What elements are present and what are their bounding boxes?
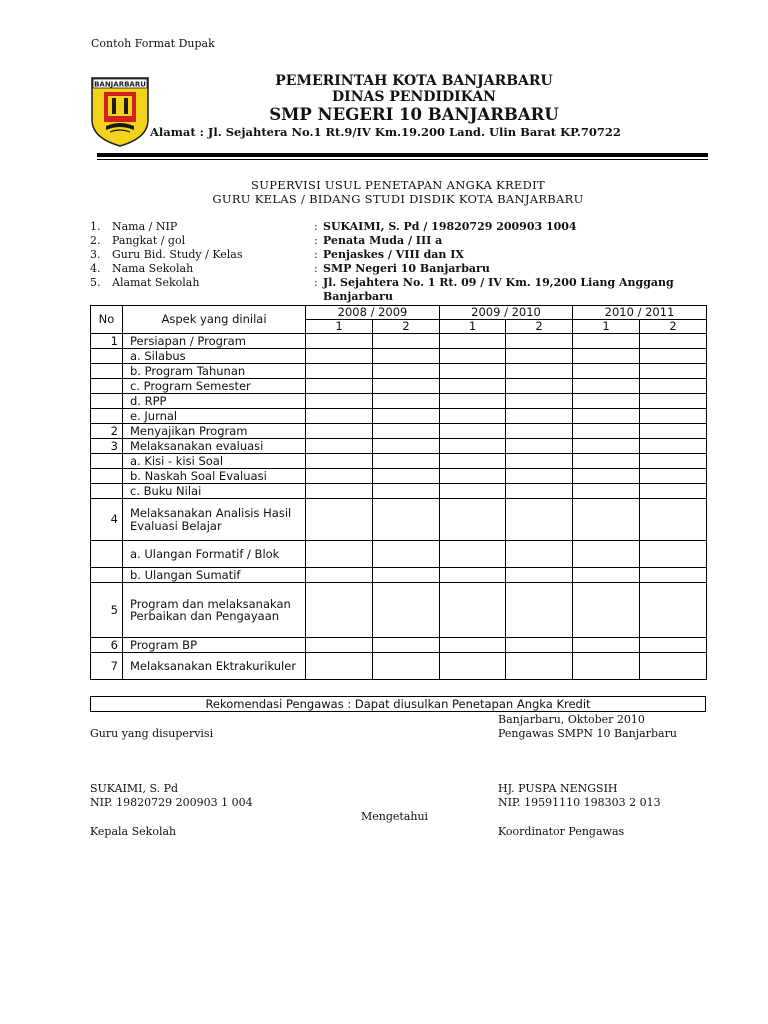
- info-number: 1.: [90, 220, 101, 233]
- document-title: SUPERVISI USUL PENETAPAN ANGKA KREDIT: [251, 178, 545, 192]
- score-cell[interactable]: [640, 638, 707, 653]
- row-number: [91, 364, 123, 379]
- score-cell[interactable]: [373, 424, 440, 439]
- row-number: 6: [91, 638, 123, 653]
- score-cell[interactable]: [306, 583, 373, 638]
- row-aspect: c. Buku Nilai: [123, 484, 306, 499]
- row-number: [91, 568, 123, 583]
- score-cell[interactable]: [573, 364, 640, 379]
- score-cell[interactable]: [573, 379, 640, 394]
- score-cell[interactable]: [306, 424, 373, 439]
- info-value: Penata Muda / III a: [323, 234, 443, 247]
- table-row: [91, 334, 707, 349]
- score-cell[interactable]: [440, 541, 506, 568]
- table-row: [91, 583, 707, 638]
- table-row: [91, 568, 707, 583]
- row-number: [91, 409, 123, 424]
- recommendation-box: Rekomendasi Pengawas : Dapat diusulkan Penetapan Angka Kredit: [90, 696, 706, 712]
- table-row: [91, 439, 707, 454]
- score-cell[interactable]: [306, 541, 373, 568]
- score-cell[interactable]: [640, 379, 707, 394]
- row-number: [91, 454, 123, 469]
- info-number: 4.: [90, 262, 101, 275]
- score-cell[interactable]: [573, 568, 640, 583]
- score-cell[interactable]: [440, 334, 506, 349]
- info-label: Guru Bid. Study / Kelas: [112, 248, 243, 261]
- score-cell[interactable]: [373, 349, 440, 364]
- score-cell[interactable]: [440, 653, 506, 680]
- row-number: 2: [91, 424, 123, 439]
- column-subheader: 2: [373, 320, 440, 334]
- score-cell[interactable]: [506, 334, 573, 349]
- table-row: [91, 499, 707, 541]
- table-row: [91, 469, 707, 484]
- info-colon: :: [314, 234, 318, 247]
- info-number: 3.: [90, 248, 101, 261]
- row-number: [91, 394, 123, 409]
- row-aspect: Melaksanakan Ektrakurikuler: [123, 653, 306, 680]
- score-cell[interactable]: [506, 541, 573, 568]
- info-number: 5.: [90, 276, 101, 289]
- row-aspect: a. Kisi - kisi Soal: [123, 454, 306, 469]
- info-number: 2.: [90, 234, 101, 247]
- score-cell[interactable]: [440, 394, 506, 409]
- table-row: [91, 379, 707, 394]
- header-rule-thick: [97, 153, 708, 157]
- table-row: [91, 541, 707, 568]
- score-cell[interactable]: [573, 439, 640, 454]
- row-aspect: Melaksanakan Analisis Hasil Evaluasi Belajar: [123, 499, 306, 541]
- table-row: [91, 638, 707, 653]
- score-cell[interactable]: [506, 653, 573, 680]
- score-cell[interactable]: [506, 424, 573, 439]
- score-cell[interactable]: [306, 349, 373, 364]
- table-row: [91, 409, 707, 424]
- score-cell[interactable]: [506, 583, 573, 638]
- info-value: SUKAIMI, S. Pd / 19820729 200903 1004: [323, 220, 577, 233]
- score-cell[interactable]: [640, 484, 707, 499]
- header-department: DINAS PENDIDIKAN: [332, 89, 496, 105]
- score-cell[interactable]: [306, 469, 373, 484]
- score-cell[interactable]: [573, 541, 640, 568]
- score-cell[interactable]: [306, 568, 373, 583]
- score-cell[interactable]: [373, 653, 440, 680]
- score-cell[interactable]: [440, 349, 506, 364]
- score-cell[interactable]: [506, 379, 573, 394]
- info-colon: :: [314, 220, 318, 233]
- header-government: PEMERINTAH KOTA BANJARBARU: [275, 73, 553, 89]
- info-label: Nama Sekolah: [112, 262, 194, 275]
- score-cell[interactable]: [573, 334, 640, 349]
- info-label: Nama / NIP: [112, 220, 178, 233]
- score-cell[interactable]: [506, 499, 573, 541]
- column-header-aspek: Aspek yang dinilai: [123, 306, 306, 334]
- row-aspect: b. Program Tahunan: [123, 364, 306, 379]
- column-subheader: 1: [440, 320, 506, 334]
- score-cell[interactable]: [440, 409, 506, 424]
- table-row: [91, 364, 707, 379]
- header-school-name: SMP NEGERI 10 BANJARBARU: [269, 105, 559, 124]
- score-cell[interactable]: [440, 379, 506, 394]
- score-cell[interactable]: [306, 394, 373, 409]
- score-cell[interactable]: [506, 454, 573, 469]
- row-number: 7: [91, 653, 123, 680]
- score-cell[interactable]: [373, 439, 440, 454]
- score-cell[interactable]: [440, 364, 506, 379]
- score-cell[interactable]: [306, 454, 373, 469]
- column-subheader: 1: [573, 320, 640, 334]
- score-cell[interactable]: [573, 583, 640, 638]
- score-cell[interactable]: [440, 499, 506, 541]
- column-header-year: 2008 / 2009: [306, 306, 440, 320]
- score-cell[interactable]: [640, 424, 707, 439]
- score-cell[interactable]: [373, 454, 440, 469]
- row-number: 5: [91, 583, 123, 638]
- column-header-year: 2009 / 2010: [440, 306, 573, 320]
- score-cell[interactable]: [573, 409, 640, 424]
- evaluation-table: [90, 305, 707, 680]
- row-aspect: a. Silabus: [123, 349, 306, 364]
- score-cell[interactable]: [440, 484, 506, 499]
- score-cell[interactable]: [640, 469, 707, 484]
- score-cell[interactable]: [373, 568, 440, 583]
- score-cell[interactable]: [640, 583, 707, 638]
- info-colon: :: [314, 276, 318, 289]
- document-subtitle: GURU KELAS / BIDANG STUDI DISDIK KOTA BANJARBARU: [212, 192, 584, 206]
- column-subheader: 2: [506, 320, 573, 334]
- row-aspect: b. Ulangan Sumatif: [123, 568, 306, 583]
- score-cell[interactable]: [640, 334, 707, 349]
- row-aspect: Persiapan / Program: [123, 334, 306, 349]
- score-cell[interactable]: [506, 469, 573, 484]
- score-cell[interactable]: [506, 394, 573, 409]
- row-number: 3: [91, 439, 123, 454]
- score-cell[interactable]: [640, 439, 707, 454]
- row-aspect: b. Naskah Soal Evaluasi: [123, 469, 306, 484]
- row-aspect: Program BP: [123, 638, 306, 653]
- table-row: [91, 454, 707, 469]
- supervisor-role: Pengawas SMPN 10 Banjarbaru: [498, 727, 677, 740]
- teacher-role: Guru yang disupervisi: [90, 727, 214, 740]
- score-cell[interactable]: [306, 484, 373, 499]
- score-cell[interactable]: [373, 379, 440, 394]
- score-cell[interactable]: [506, 484, 573, 499]
- place-date: Banjarbaru, Oktober 2010: [498, 713, 645, 726]
- score-cell[interactable]: [373, 583, 440, 638]
- score-cell[interactable]: [373, 499, 440, 541]
- column-header-year: 2010 / 2011: [573, 306, 707, 320]
- supervisor-name: HJ. PUSPA NENGSIH: [498, 782, 618, 795]
- column-subheader: 2: [640, 320, 707, 334]
- info-value: Penjaskes / VIII dan IX: [323, 248, 464, 261]
- row-aspect: a. Ulangan Formatif / Blok: [123, 541, 306, 568]
- score-cell[interactable]: [306, 439, 373, 454]
- row-aspect: e. Jurnal: [123, 409, 306, 424]
- score-cell[interactable]: [306, 334, 373, 349]
- score-cell[interactable]: [440, 638, 506, 653]
- score-cell[interactable]: [373, 541, 440, 568]
- score-cell[interactable]: [640, 409, 707, 424]
- column-subheader: 1: [306, 320, 373, 334]
- table-row: [91, 349, 707, 364]
- row-aspect: c. Program Semester: [123, 379, 306, 394]
- header-address: Alamat : Jl. Sejahtera No.1 Rt.9/IV Km.19.200 Land. Ulin Barat KP.70722: [150, 125, 621, 139]
- score-cell[interactable]: [506, 568, 573, 583]
- table-row: [91, 484, 707, 499]
- banjarbaru-emblem: [90, 76, 150, 148]
- row-number: [91, 541, 123, 568]
- score-cell[interactable]: [573, 638, 640, 653]
- score-cell[interactable]: [440, 424, 506, 439]
- row-number: 4: [91, 499, 123, 541]
- score-cell[interactable]: [573, 469, 640, 484]
- score-cell[interactable]: [640, 499, 707, 541]
- info-label: Pangkat / gol: [112, 234, 186, 247]
- row-aspect: Program dan melaksanakan Perbaikan dan Pengayaan: [123, 583, 306, 638]
- score-cell[interactable]: [640, 349, 707, 364]
- score-cell[interactable]: [306, 653, 373, 680]
- score-cell[interactable]: [306, 364, 373, 379]
- score-cell[interactable]: [373, 394, 440, 409]
- score-cell[interactable]: [506, 638, 573, 653]
- coordinator-role: Koordinator Pengawas: [498, 825, 625, 838]
- score-cell[interactable]: [306, 638, 373, 653]
- score-cell[interactable]: [506, 349, 573, 364]
- teacher-nip: NIP. 19820729 200903 1 004: [90, 796, 253, 809]
- row-number: 1: [91, 334, 123, 349]
- score-cell[interactable]: [440, 583, 506, 638]
- score-cell[interactable]: [440, 439, 506, 454]
- score-cell[interactable]: [573, 349, 640, 364]
- row-aspect: Menyajikan Program: [123, 424, 306, 439]
- score-cell[interactable]: [573, 484, 640, 499]
- row-number: [91, 484, 123, 499]
- info-value: SMP Negeri 10 Banjarbaru: [323, 262, 490, 275]
- top-note: Contoh Format Dupak: [91, 37, 215, 50]
- row-aspect: Melaksanakan evaluasi: [123, 439, 306, 454]
- score-cell[interactable]: [506, 364, 573, 379]
- teacher-name: SUKAIMI, S. Pd: [90, 782, 179, 795]
- score-cell[interactable]: [640, 568, 707, 583]
- row-number: [91, 469, 123, 484]
- column-header-no: No: [91, 306, 123, 334]
- score-cell[interactable]: [506, 409, 573, 424]
- acknowledged-label: Mengetahui: [361, 810, 429, 823]
- table-row: [91, 424, 707, 439]
- score-cell[interactable]: [640, 541, 707, 568]
- score-cell[interactable]: [440, 469, 506, 484]
- score-cell[interactable]: [306, 499, 373, 541]
- score-cell[interactable]: [573, 394, 640, 409]
- score-cell[interactable]: [640, 364, 707, 379]
- table-row: [91, 653, 707, 680]
- score-cell[interactable]: [373, 484, 440, 499]
- info-colon: :: [314, 262, 318, 275]
- score-cell[interactable]: [640, 454, 707, 469]
- info-colon: :: [314, 248, 318, 261]
- score-cell[interactable]: [573, 424, 640, 439]
- score-cell[interactable]: [573, 454, 640, 469]
- row-number: [91, 349, 123, 364]
- score-cell[interactable]: [373, 469, 440, 484]
- score-cell[interactable]: [506, 439, 573, 454]
- score-cell[interactable]: [640, 653, 707, 680]
- table-row: [91, 394, 707, 409]
- score-cell[interactable]: [640, 394, 707, 409]
- row-number: [91, 379, 123, 394]
- info-value: Jl. Sejahtera No. 1 Rt. 09 / IV Km. 19,200 Liang Anggang: [323, 276, 674, 289]
- score-cell[interactable]: [440, 454, 506, 469]
- score-cell[interactable]: [373, 409, 440, 424]
- row-aspect: d. RPP: [123, 394, 306, 409]
- score-cell[interactable]: [573, 653, 640, 680]
- principal-role: Kepala Sekolah: [90, 825, 177, 838]
- info-label: Alamat Sekolah: [112, 276, 200, 289]
- score-cell[interactable]: [440, 568, 506, 583]
- supervisor-nip: NIP. 19591110 198303 2 013: [498, 796, 661, 809]
- score-cell[interactable]: [306, 379, 373, 394]
- score-cell[interactable]: [306, 409, 373, 424]
- info-value-continued: Banjarbaru: [323, 290, 393, 303]
- score-cell[interactable]: [573, 499, 640, 541]
- header-rule-thin: [97, 159, 708, 160]
- logo-text: BANJARBARU: [94, 80, 146, 89]
- score-cell[interactable]: [373, 638, 440, 653]
- score-cell[interactable]: [373, 364, 440, 379]
- score-cell[interactable]: [373, 334, 440, 349]
